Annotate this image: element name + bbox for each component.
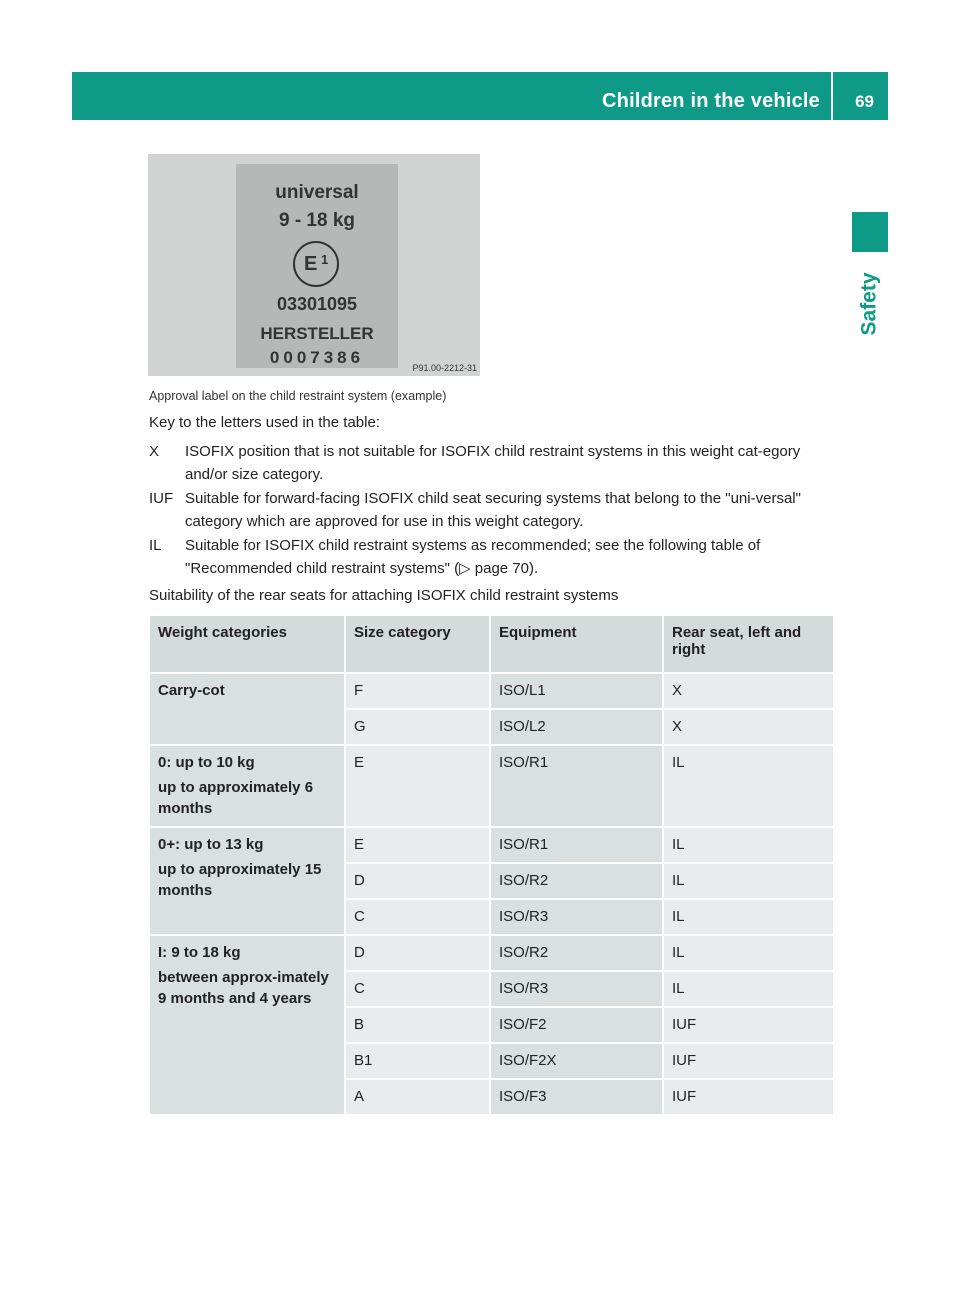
weight-category-cell (149, 935, 345, 1115)
equipment-cell: ISO/R2 (490, 863, 663, 899)
equipment-cell: ISO/R3 (490, 971, 663, 1007)
equipment-cell: ISO/R1 (490, 745, 663, 827)
table-row (149, 745, 834, 827)
size-cell: C (345, 899, 490, 935)
key-item (149, 487, 837, 533)
table-row (149, 673, 834, 709)
equipment-cell: ISO/L2 (490, 709, 663, 745)
section-tab-marker (852, 212, 888, 252)
label-weight: 9 - 18 kg (278, 210, 356, 231)
approval-mark-icon: E 1 (293, 241, 339, 287)
rear-seat-cell: IL (663, 745, 834, 827)
figure-caption: Approval label on the child restraint system (example) (149, 389, 447, 403)
rear-seat-cell: IL (663, 935, 834, 971)
key-intro: Key to the letters used in the table: (149, 414, 380, 431)
column-header: Rear seat, left and right (663, 615, 834, 673)
column-header: Weight categories (149, 615, 345, 673)
weight-category-subtitle: up to approximately 15 months (158, 861, 322, 899)
section-label: Safety (858, 272, 881, 336)
key-letter: X (149, 443, 160, 460)
weight-category-cell (149, 673, 345, 745)
label-serial: 0007386 (269, 348, 365, 367)
isofix-suitability-table (148, 614, 835, 1116)
rear-seat-cell: IUF (663, 1079, 834, 1115)
size-cell: B1 (345, 1043, 490, 1079)
equipment-cell: ISO/F2X (490, 1043, 663, 1079)
equipment-cell: ISO/R2 (490, 935, 663, 971)
rear-seat-cell: IL (663, 827, 834, 863)
section-tab (852, 264, 888, 344)
table-row (149, 935, 834, 971)
key-letter: IUF (149, 490, 174, 507)
approval-label-plate (236, 164, 398, 368)
size-cell: G (345, 709, 490, 745)
equipment-cell: ISO/L1 (490, 673, 663, 709)
equipment-cell: ISO/F3 (490, 1079, 663, 1115)
weight-category-cell (149, 827, 345, 935)
key-item (149, 534, 837, 580)
size-cell: A (345, 1079, 490, 1115)
key-item (149, 440, 837, 486)
rear-seat-cell: IL (663, 899, 834, 935)
weight-category-title: Carry-cot (158, 682, 225, 699)
key-letter: IL (149, 537, 162, 554)
figure-reference: P91.00-2212-31 (412, 363, 477, 373)
column-header: Size category (345, 615, 490, 673)
size-cell: E (345, 745, 490, 827)
weight-category-subtitle: between approx-imately 9 months and 4 years (158, 969, 329, 1007)
label-category: universal (275, 182, 359, 203)
rear-seat-cell: IUF (663, 1007, 834, 1043)
chapter-header (72, 72, 888, 120)
header-divider (831, 72, 833, 120)
column-header: Equipment (490, 615, 663, 673)
key-description: Suitable for forward-facing ISOFIX child seat securing systems that belong to the "uni-versal" category which are approved for use in this weight category. (185, 490, 801, 530)
table-row (149, 827, 834, 863)
approval-label-figure (148, 154, 480, 376)
key-description: ISOFIX position that is not suitable for ISOFIX child restraint systems in this weight cat-egory and/or size category. (185, 443, 801, 483)
weight-category-cell (149, 745, 345, 827)
size-cell: C (345, 971, 490, 1007)
size-cell: D (345, 935, 490, 971)
rear-seat-cell: IL (663, 863, 834, 899)
key-description: Suitable for ISOFIX child restraint systems as recommended; see the following table of "Recommended child restraint systems" (▷ page 70). (185, 537, 761, 577)
chapter-title: Children in the vehicle (602, 90, 820, 112)
size-cell: F (345, 673, 490, 709)
label-approval-number: 03301095 (276, 294, 358, 314)
size-cell: D (345, 863, 490, 899)
equipment-cell: ISO/F2 (490, 1007, 663, 1043)
equipment-cell: ISO/R3 (490, 899, 663, 935)
page-number: 69 (855, 92, 874, 111)
equipment-cell: ISO/R1 (490, 827, 663, 863)
weight-category-title: 0+: up to 13 kg (158, 836, 264, 853)
rear-seat-cell: IL (663, 971, 834, 1007)
rear-seat-cell: IUF (663, 1043, 834, 1079)
rear-seat-cell: X (663, 673, 834, 709)
size-cell: B (345, 1007, 490, 1043)
weight-category-title: 0: up to 10 kg (158, 754, 255, 771)
rear-seat-cell: X (663, 709, 834, 745)
weight-category-title: I: 9 to 18 kg (158, 944, 241, 961)
weight-category-subtitle: up to approximately 6 months (158, 779, 314, 817)
table-intro: Suitability of the rear seats for attaching ISOFIX child restraint systems (149, 587, 619, 604)
size-cell: E (345, 827, 490, 863)
label-manufacturer: HERSTELLER (260, 324, 374, 343)
